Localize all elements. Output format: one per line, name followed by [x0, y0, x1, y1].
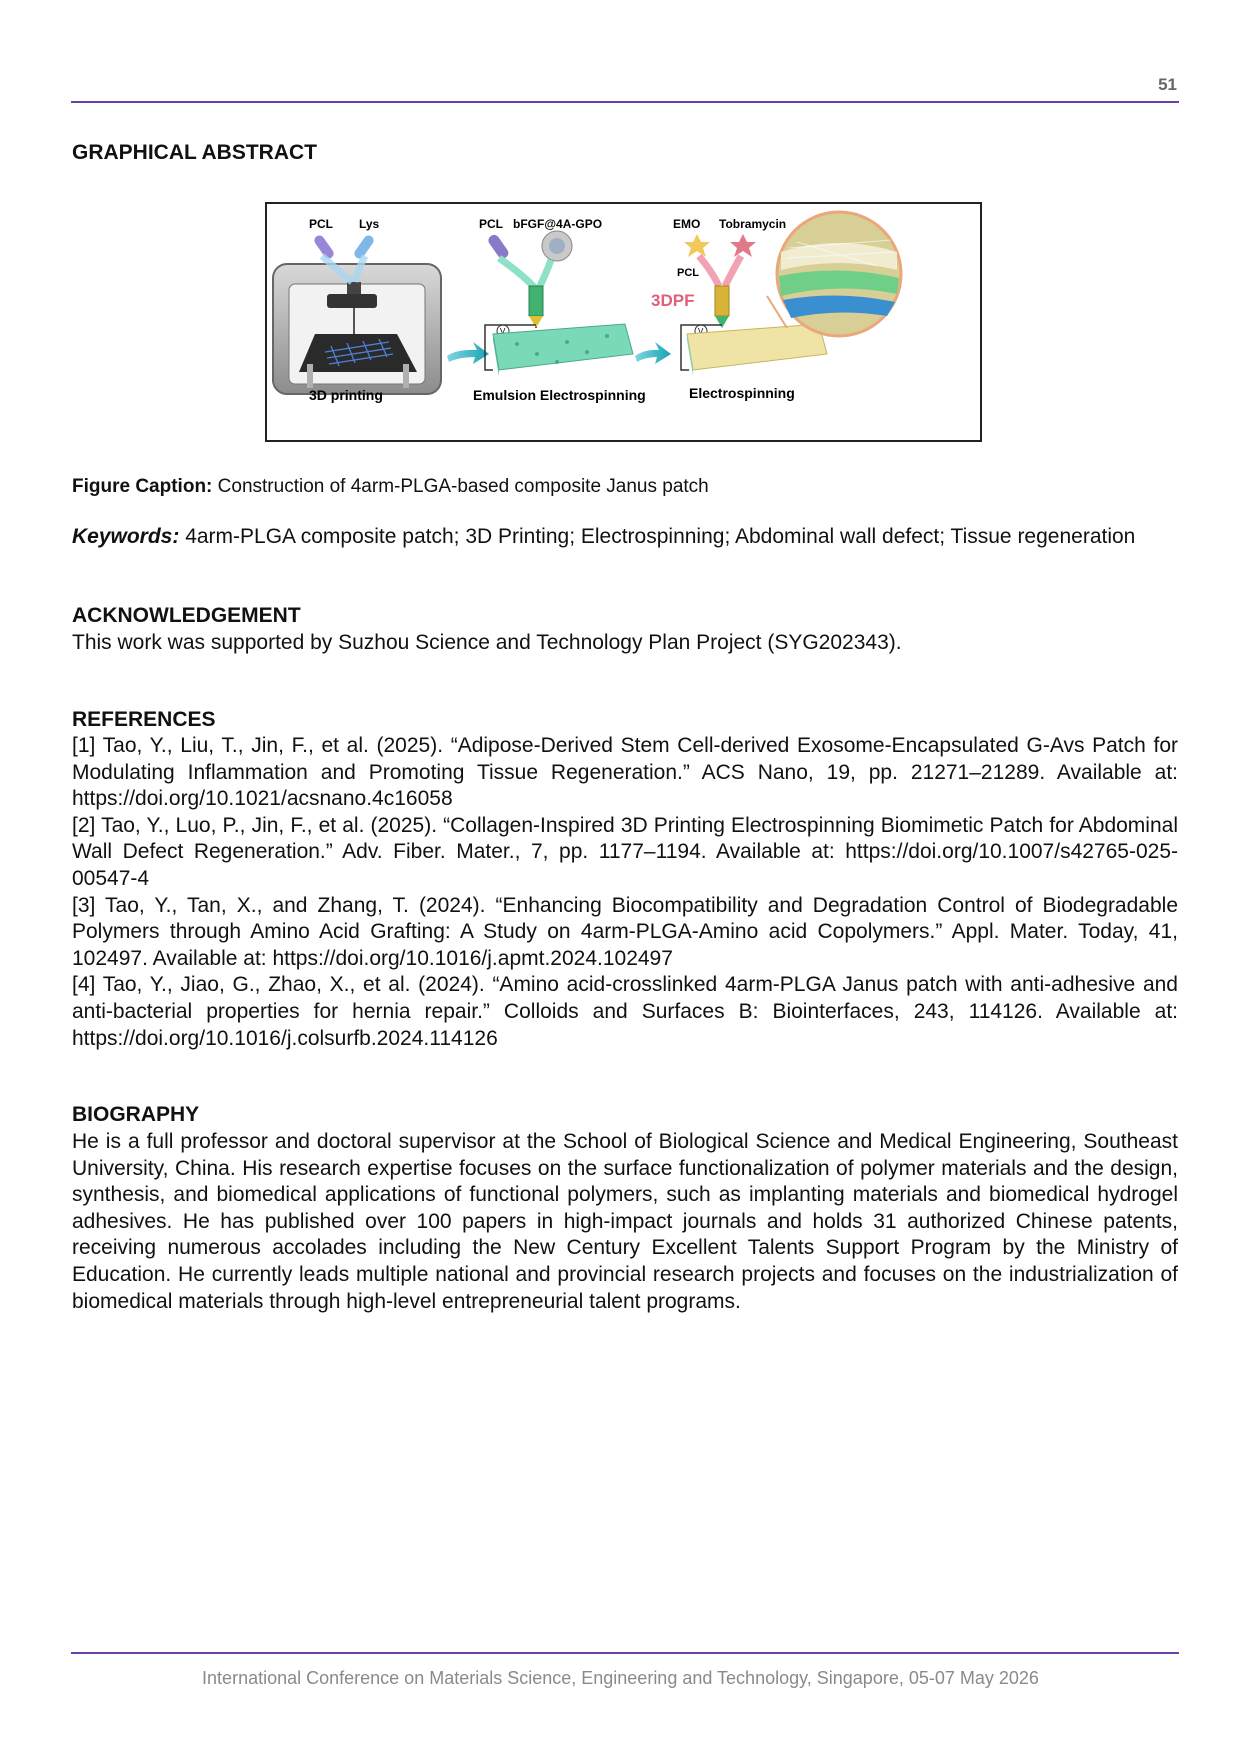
figure-caption-text: Construction of 4arm-PLGA-based composite Janus patch: [212, 476, 709, 497]
label-step-emulsion-electrospinning: Emulsion Electrospinning: [473, 387, 646, 403]
label-pcl-1: PCL: [309, 217, 333, 231]
page-number: 51: [1158, 75, 1177, 94]
keywords-text: 4arm-PLGA composite patch; 3D Printing; Electrospinning; Abdominal wall defect; Tissue regeneration: [179, 525, 1136, 548]
reference-item: [4] Tao, Y., Jiao, G., Zhao, X., et al. (2024). “Amino acid-crosslinked 4arm-PLGA Janus patch with anti-adhesive and anti-bacterial properties for hernia repair.” Colloids and Surfaces B: Biointerfaces, 243, 114126. Available at: https://doi.org/10.1016/j.colsurfb.2024.114126: [72, 973, 1178, 1050]
figure-caption-label: Figure Caption:: [72, 476, 213, 497]
label-pcl-2: PCL: [479, 217, 503, 231]
label-v-2: V: [698, 327, 704, 336]
fiber-magnification-icon: [777, 212, 901, 336]
label-step-electrospinning: Electrospinning: [689, 385, 795, 401]
graphical-abstract-heading: GRAPHICAL ABSTRACT: [72, 141, 317, 164]
reference-item: [2] Tao, Y., Luo, P., Jin, F., et al. (2025). “Collagen-Inspired 3D Printing Electrospinning Biomimetic Patch for Abdominal Wall Defect Regeneration.” Adv. Fiber. Mater., 7, pp. 1177–1194. Available at: https://doi.org/10.1007/s42765-025-00547-4: [72, 813, 1178, 890]
keywords-label: Keywords:: [72, 525, 180, 548]
references-list: [72, 733, 1178, 1052]
label-v-1: V: [500, 327, 506, 336]
label-bfgf-4a-gpo: bFGF@4A-GPO: [513, 217, 603, 231]
reference-item: [3] Tao, Y., Tan, X., and Zhang, T. (2024). “Enhancing Biocompatibility and Degradation Control of Biodegradable Polymers through Amino Acid Grafting: A Study on 4arm-PLGA-Amino acid Copolymers.” Appl. Mater. Today, 41, 102497. Available at: https://doi.org/10.1016/j.apmt.2024.102497: [72, 893, 1178, 970]
arrow-icon: [447, 342, 489, 364]
header-rule: [71, 101, 1179, 103]
figure-illustration: [267, 204, 980, 440]
printer-illustration: [273, 264, 441, 394]
label-tobramycin: Tobramycin: [719, 217, 787, 231]
references-heading: REFERENCES: [72, 708, 216, 731]
label-pcl-3: PCL: [677, 267, 699, 279]
label-lys: Lys: [359, 217, 380, 231]
arrow-icon: [635, 342, 671, 364]
label-3dpf: 3DPF: [651, 291, 695, 310]
keywords: [72, 524, 1178, 551]
biography-text: He is a full professor and doctoral supervisor at the School of Biological Science and Medical Engineering, Southeast University, China. His research expertise focuses on the surface functionalization of polymer materials and the design, synthesis, and biomedical applications of functional polymers, such as implanting materials and biomedical hydrogel adhesives. He has published over 100 papers in high-impact journals and holds 31 authorized Chinese patents, receiving numerous accolades including the New Century Excellent Talents Support Program by the Ministry of Education. He currently leads multiple national and provincial research projects and focuses on the industrialization of biomedical materials through high-level entrepreneurial talent programs.: [72, 1130, 1178, 1313]
reference-item: [1] Tao, Y., Liu, T., Jin, F., et al. (2025). “Adipose-Derived Stem Cell-derived Exosome-Encapsulated G-Avs Patch for Modulating Inflammation and Promoting Tissue Regeneration.” ACS Nano, 19, pp. 21271–21289. Available at: https://doi.org/10.1021/acsnano.4c16058: [72, 734, 1178, 811]
graphical-abstract-figure: [265, 202, 982, 442]
label-step-3d-printing: 3D printing: [309, 387, 383, 403]
footer-rule: [71, 1652, 1179, 1654]
footer-text: International Conference on Materials Science, Engineering and Technology, Singapore, 05-07 May 2026: [202, 1668, 1039, 1688]
figure-caption: [72, 476, 709, 498]
acknowledgement-text: This work was supported by Suzhou Science and Technology Plan Project (SYG202343).: [72, 631, 902, 654]
label-emo: EMO: [673, 217, 701, 231]
acknowledgement-heading: ACKNOWLEDGEMENT: [72, 604, 301, 627]
emulsion-electrospinning-illustration: [485, 231, 633, 376]
biography-heading: BIOGRAPHY: [72, 1103, 200, 1126]
